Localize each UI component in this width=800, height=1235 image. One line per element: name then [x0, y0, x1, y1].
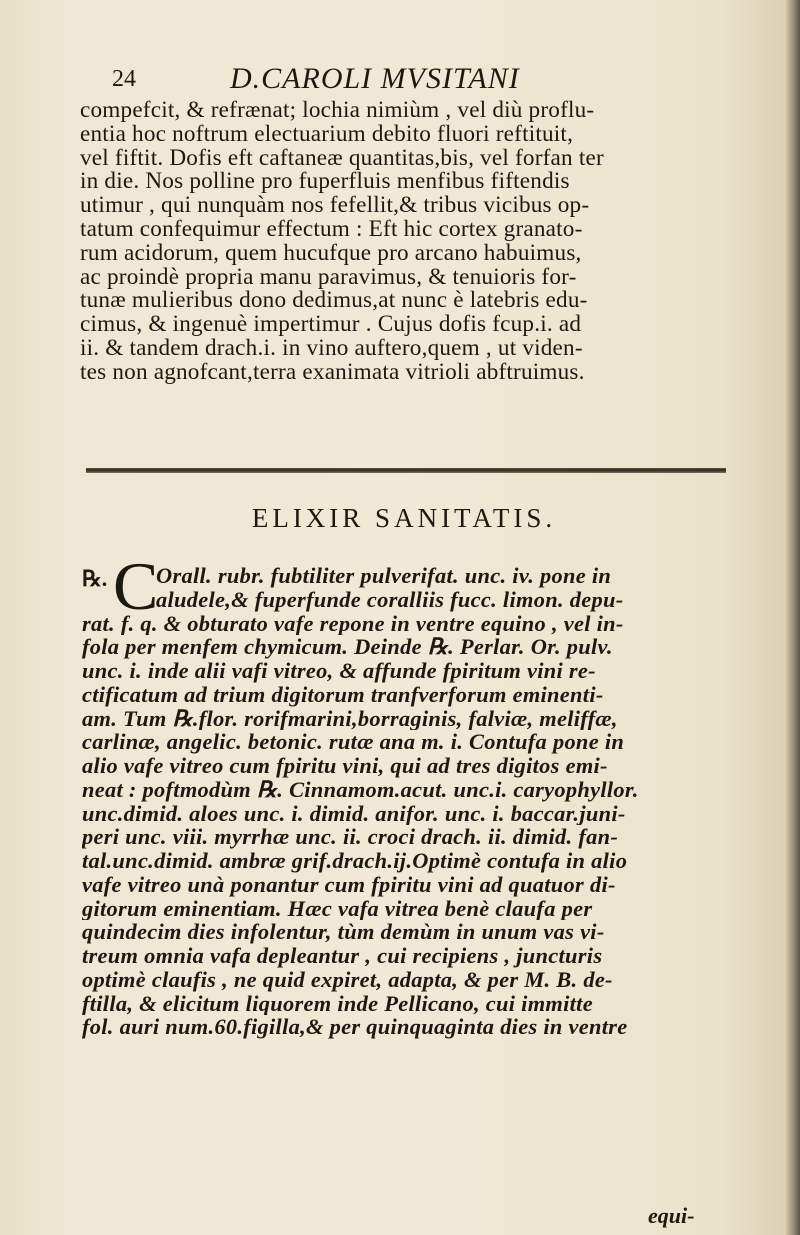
text-line: tatum confequimur effectum : Eft hic cortex granato- — [80, 217, 583, 242]
text-line: compefcit, & refrænat; lochia nimiùm , vel diù proflu- — [80, 99, 595, 123]
recipe-line: carlinæ, angelic. betonic. rutæ ana m. i. Contufa pone in — [82, 730, 625, 754]
recipe-line: rat. f. q. & obturato vafe repone in ventre equino , vel in- — [82, 611, 624, 636]
section-divider-rule — [86, 468, 726, 473]
recipe-line: quindecim dies infolentur, tùm demùm in unum vas vi- — [82, 920, 605, 944]
upper-paragraph — [80, 99, 728, 385]
text-line: tes non agnofcant,terra exanimata vitrioli abftruimus. — [80, 360, 585, 385]
recipe-line: folа per menfem chymicum. Deinde ℞. Perlar. Or. pulv. — [82, 635, 613, 659]
recipe-line: alio vafe vitreo cum fpiritu vini, qui ad tres digitos emi- — [82, 754, 608, 778]
recipe-line: aludele,& fuperfunde coralliis fucc. limon. depu- — [156, 587, 624, 612]
recipe-line: Orall. rubr. fubtiliter pulverifat. unc. iv. pone in — [156, 564, 612, 588]
recipe-line: treum omnia vafa deplеantur , cui recipiens , juncturis — [82, 944, 603, 968]
recipe-line: optimè claufis , ne quid expiret, adapta, & per M. B. de- — [82, 967, 613, 992]
recipe-line: ctificatum ad trium digitorum tranfverforum eminenti- — [82, 682, 604, 707]
recipe-line: unc.dimid. aloes unc. i. dimid. anifor. unc. i. baccar.juni- — [82, 801, 626, 826]
page-number: 24 — [112, 66, 136, 92]
text-line: ac proindè propria manu paravimus, & tenuioris for- — [80, 265, 577, 290]
recipe-line: ftilla, & elicitum liquorem inde Pellicano, cui immitte — [82, 991, 593, 1016]
recipe-line: am. Tum ℞.flor. rorifmarini,borraginis, falviæ, meliffæ, — [82, 706, 618, 731]
drop-cap-initial: C — [113, 548, 159, 624]
text-line: in die. Nos polline pro fuperfluis menfibus fiftendis — [80, 170, 570, 195]
recipe-line: neat : poftmodùm ℞. Cinnamom.acut. unc.i. caryophyllor. — [82, 777, 639, 802]
recipe-line: peri unc. viii. myrrhæ unc. ii. croci drach. ii. dimid. fan- — [82, 825, 619, 849]
text-line: rum acidorum, quem hucufque pro arcano habuimus, — [80, 241, 582, 266]
text-line: tunæ mulieribus dono dedimus,at nunc è latebris edu- — [80, 289, 588, 314]
text-line: vel fiftit. Dofis eft caftaneæ quantitas,bis, vel forfan ter — [80, 146, 604, 171]
text-line: utimur , qui nunquàm nos fefellit,& tribus vicibus op- — [80, 194, 590, 218]
catchword: equi- — [648, 1203, 695, 1228]
recipe-line: vafe vitreo unà ponantur cum fpiritu vini ad quatuor di- — [82, 872, 616, 897]
recipe-line: gitorum eminentiam. Hæc vafa vitrea benè claufa per — [82, 896, 593, 921]
running-head — [112, 62, 712, 98]
page-edge-shadow — [786, 0, 800, 1235]
recipe-line: unc. i. inde alii vafi vitreo, & affunde fpiritum vini re- — [82, 659, 596, 683]
text-line: cimus, & ingenuè impertimur . Cujus dofis fcup.i. ad — [80, 313, 582, 337]
recipe-line: tal.unc.dimid. ambræ grif.drach.ij.Optimè contufa in alio — [82, 849, 628, 873]
text-line: entia hoc noftrum electuarium debito fluori reftituit, — [80, 122, 574, 147]
recipe-paragraph — [82, 564, 742, 1039]
section-title: ELIXIR SANITATIS. — [251, 503, 557, 533]
recipe-symbol: ℞. — [82, 566, 108, 591]
recipe-line: fol. auri num.60.figilla,& per quinquaginta dies in ventre — [82, 1015, 628, 1039]
running-title: D.CAROLI MVSITANI — [230, 62, 520, 95]
text-line: ii. & tandem drach.i. in vino auftero,quem , ut viden- — [80, 336, 583, 361]
